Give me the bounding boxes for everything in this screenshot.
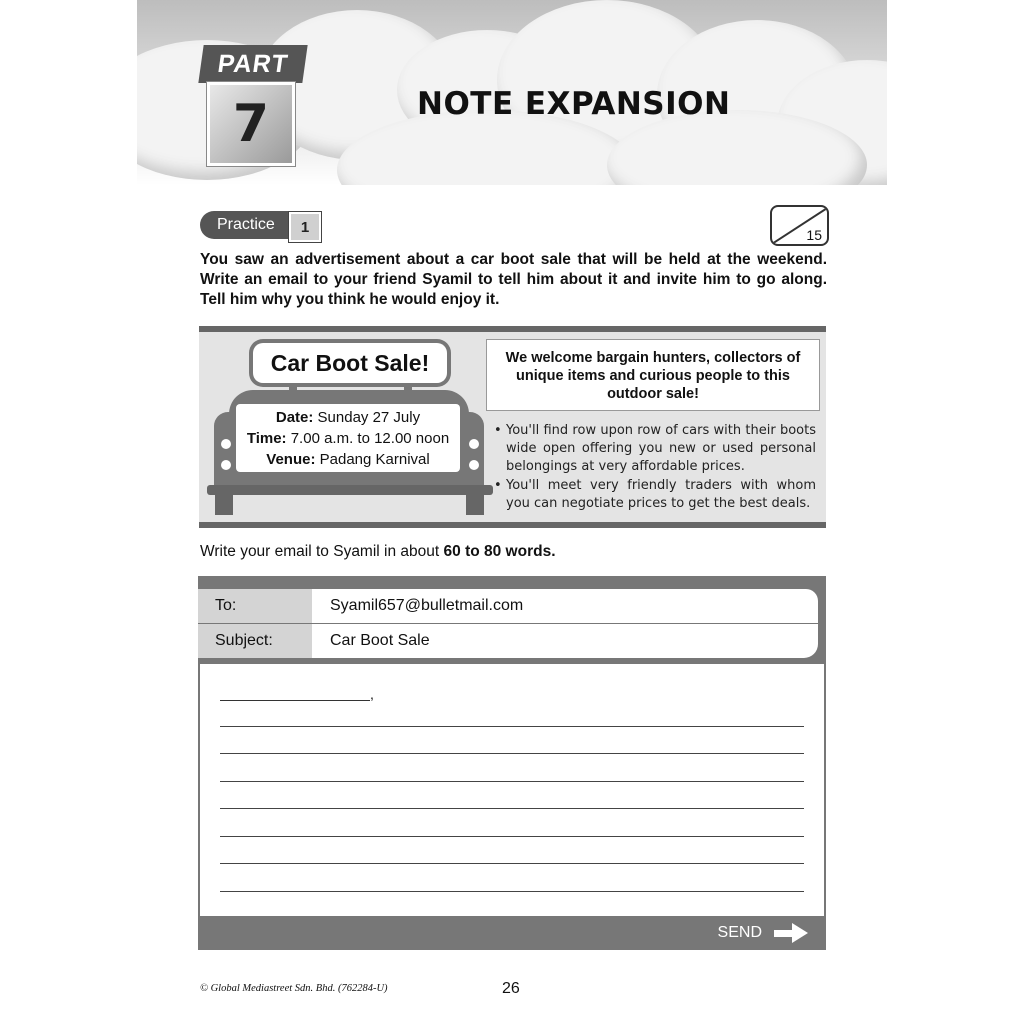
subject-label: Subject: [198,624,312,658]
score-box [770,205,829,246]
event-venue [236,449,460,470]
to-label: To: [198,589,312,623]
date-label: Date: [275,409,314,426]
page-header [137,0,887,185]
part-number-badge [207,82,295,166]
sale-sign-text: Car Boot Sale! [253,343,447,383]
writing-line[interactable] [220,808,804,809]
car-wheel [466,495,484,515]
sale-sign [249,339,451,387]
greeting-comma: , [370,686,374,702]
instruction-text: Write your email to Syamil in about [200,543,444,560]
page-number: 26 [502,980,520,997]
time-value: 7.00 a.m. to 12.00 noon [286,430,450,447]
event-date [236,407,460,428]
time-label: Time: [246,430,287,447]
worksheet-page [137,0,887,1024]
writing-line[interactable] [220,726,804,727]
part-label [198,45,307,83]
word-count: 60 to 80 words. [443,543,556,560]
headlight-icon [469,439,479,449]
writing-line[interactable] [220,891,804,892]
part-label-text: PART [215,49,291,78]
email-form [198,576,826,950]
bullet-item: • You'll meet very friendly traders with whom you can negotiate prices to get the best deals. [494,477,816,513]
arrow-right-icon [774,925,808,941]
part-number: 7 [232,94,270,154]
practice-label: Practice [217,216,275,233]
score-total: 15 [806,227,822,243]
venue-value: Padang Karnival [315,451,430,468]
venue-label: Venue: [266,451,316,468]
to-field[interactable]: Syamil657@bulletmail.com [312,589,818,623]
headlight-icon [469,460,479,470]
subject-field[interactable]: Car Boot Sale [312,624,818,658]
send-label: SEND [717,924,762,941]
writing-line[interactable] [220,781,804,782]
writing-line[interactable] [220,863,804,864]
advertisement [199,326,826,528]
page-title: NOTE EXPANSION [417,86,731,122]
greeting-line[interactable] [220,700,370,701]
writing-line[interactable] [220,753,804,754]
task-instructions: You saw an advertisement about a car boot sale that will be held at the weekend. Write an email to your friend Syamil to tell him about it and invite him to go along. Tell him why you think he would enjoy it. [200,251,827,308]
advert-bullets [494,422,816,513]
copyright: © Global Mediastreet Sdn. Bhd. (762284-U) [200,983,388,994]
headlight-icon [221,460,231,470]
welcome-message: We welcome bargain hunters, collectors of unique items and curious people to this outdoor sale! [486,339,820,411]
bullet-item: • You'll find row upon row of cars with their boots wide open offering you new or used personal belongings at very affordable prices. [494,422,816,477]
word-count-instruction [200,543,556,561]
practice-number: 1 [289,212,321,242]
car-wheel [215,495,233,515]
email-body[interactable] [200,664,824,916]
headlight-icon [221,439,231,449]
event-time [236,428,460,449]
date-value: Sunday 27 July [313,409,421,426]
event-details [236,404,460,472]
car-bumper [207,485,493,495]
send-button[interactable] [718,924,808,942]
writing-line[interactable] [220,836,804,837]
